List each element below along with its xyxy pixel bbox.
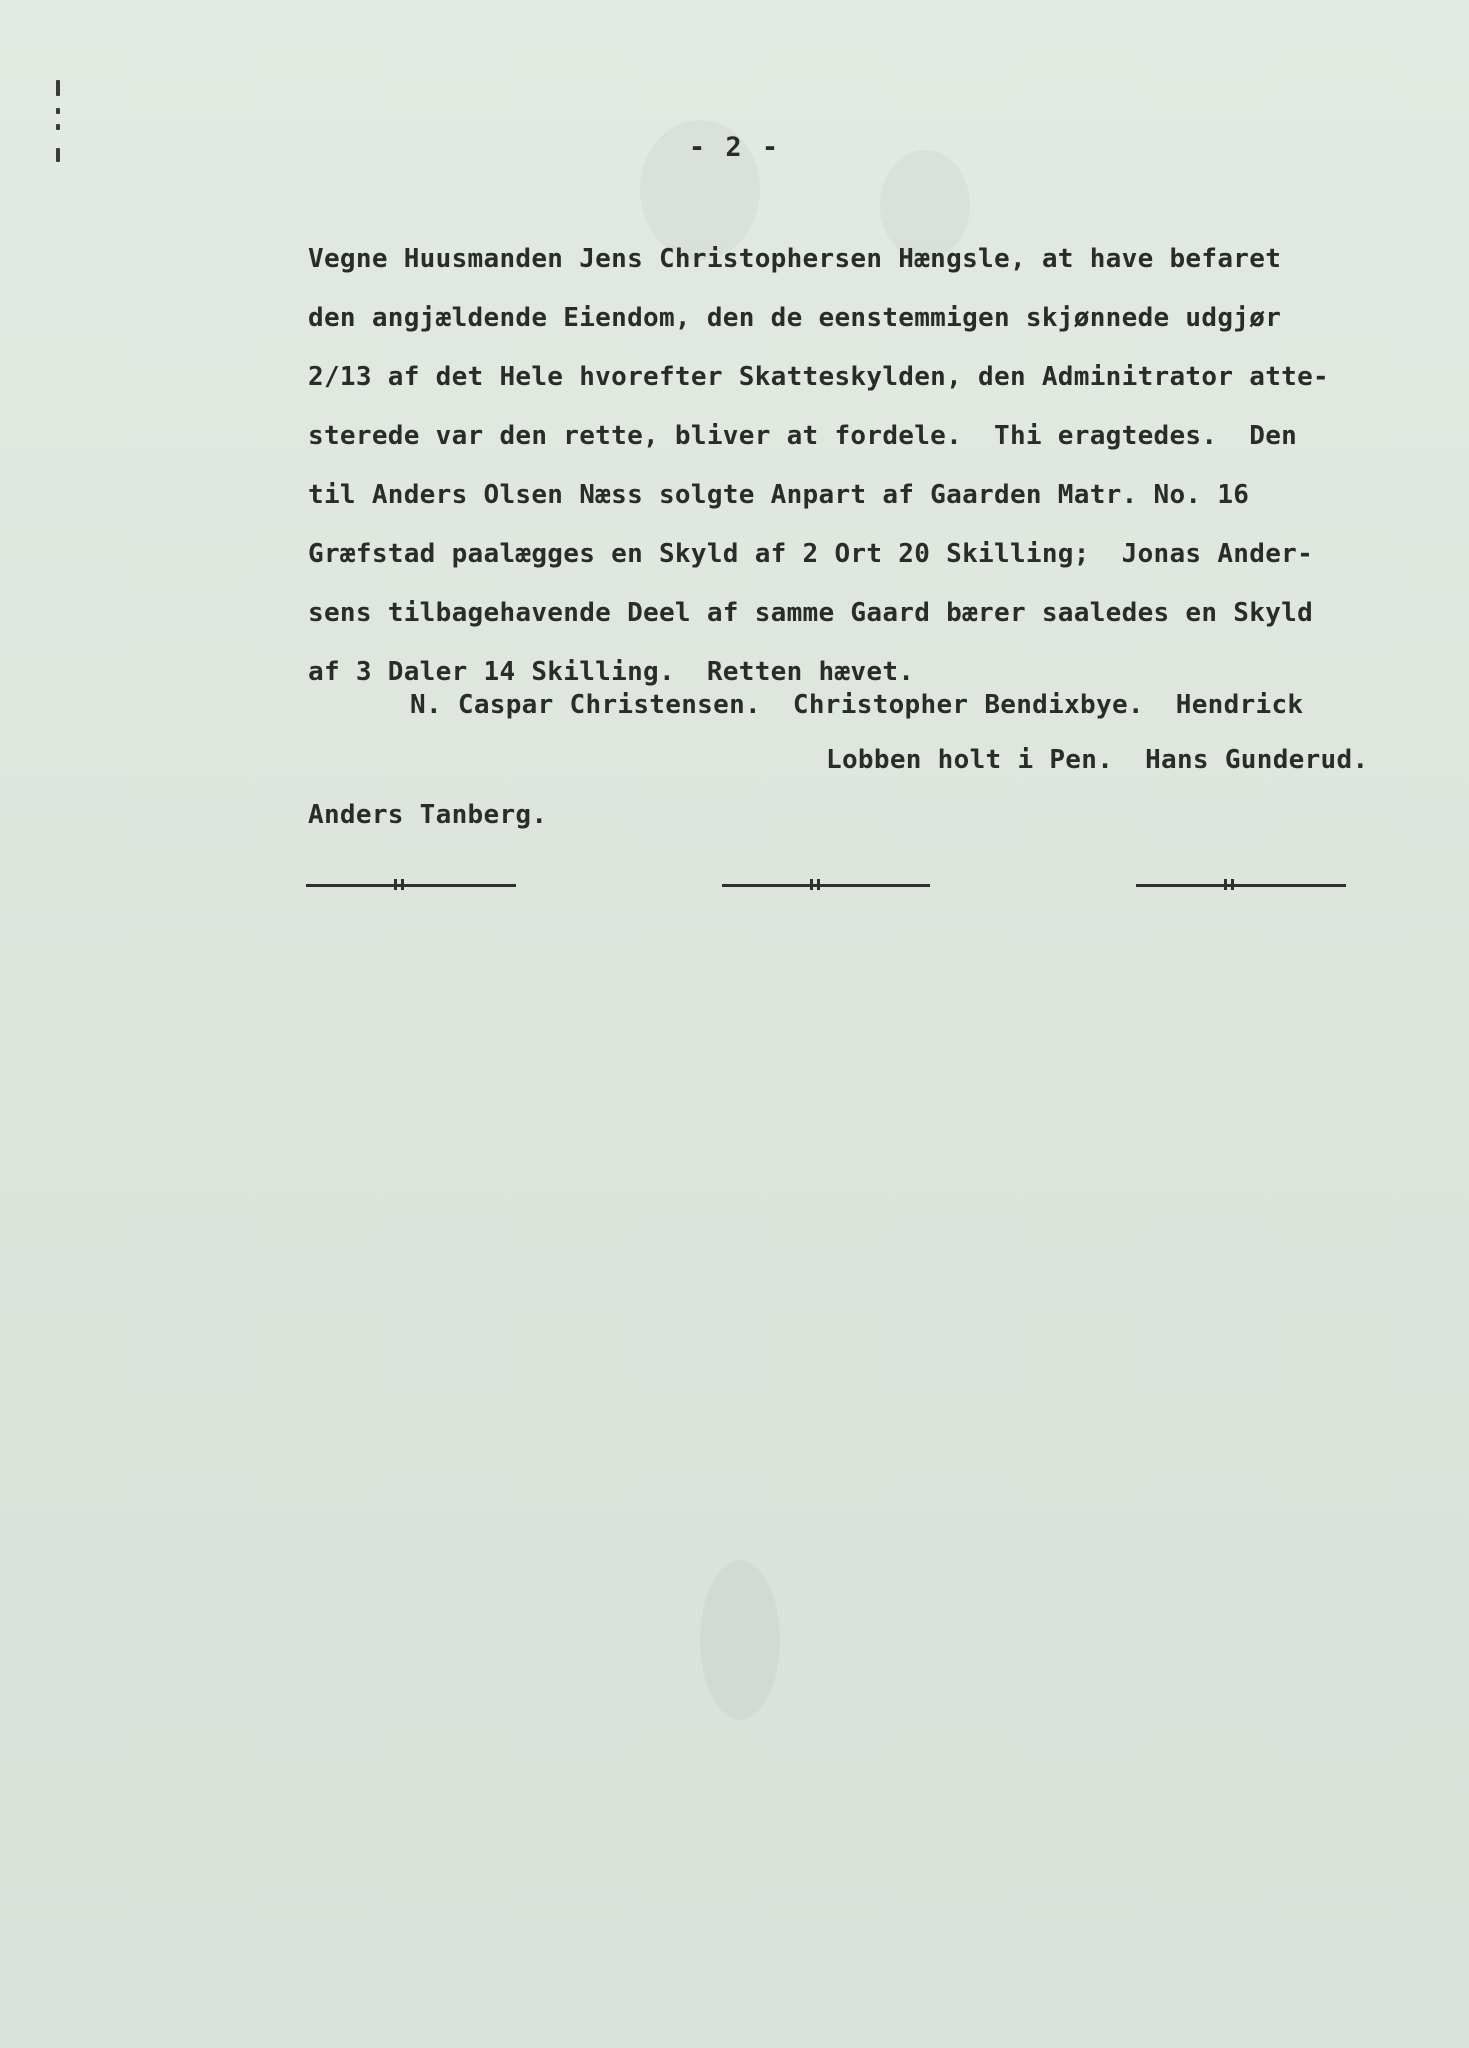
divider-tick xyxy=(810,879,813,890)
divider-tick xyxy=(1231,879,1234,890)
signature-line: Anders Tanberg. xyxy=(308,800,548,830)
text-line: Græfstad paalægges en Skyld af 2 Ort 20 Skilling; Jonas Ander- xyxy=(308,539,1314,569)
text-line: sens tilbagehavende Deel af samme Gaard bærer saaledes en Skyld xyxy=(308,598,1314,628)
paper-stain xyxy=(700,1560,780,1720)
divider-tick xyxy=(394,879,397,890)
margin-marks xyxy=(52,80,64,180)
divider-tick xyxy=(401,879,404,890)
section-divider xyxy=(306,884,516,887)
text-line: af 3 Daler 14 Skilling. Retten hævet. xyxy=(308,657,915,687)
text-line: den angjældende Eiendom, den de eenstemmigen skjønnede udgjør xyxy=(308,303,1282,333)
body-text xyxy=(308,230,1428,702)
text-line: sterede var den rette, bliver at fordele. Thi eragtedes. Den xyxy=(308,421,1298,451)
divider-tick xyxy=(817,879,820,890)
section-divider xyxy=(1136,884,1346,887)
signature-line: Lobben holt i Pen. Hans Gunderud. xyxy=(826,745,1369,775)
divider-tick xyxy=(1224,879,1227,890)
page-number: - 2 - xyxy=(688,132,781,163)
text-line: til Anders Olsen Næss solgte Anpart af Gaarden Matr. No. 16 xyxy=(308,480,1250,510)
text-line: Vegne Huusmanden Jens Christophersen Hængsle, at have befaret xyxy=(308,244,1282,274)
section-divider xyxy=(722,884,930,887)
text-line: 2/13 af det Hele hvorefter Skatteskylden, den Adminitrator atte- xyxy=(308,362,1330,392)
signature-line: N. Caspar Christensen. Christopher Bendixbye. Hendrick xyxy=(410,690,1304,720)
